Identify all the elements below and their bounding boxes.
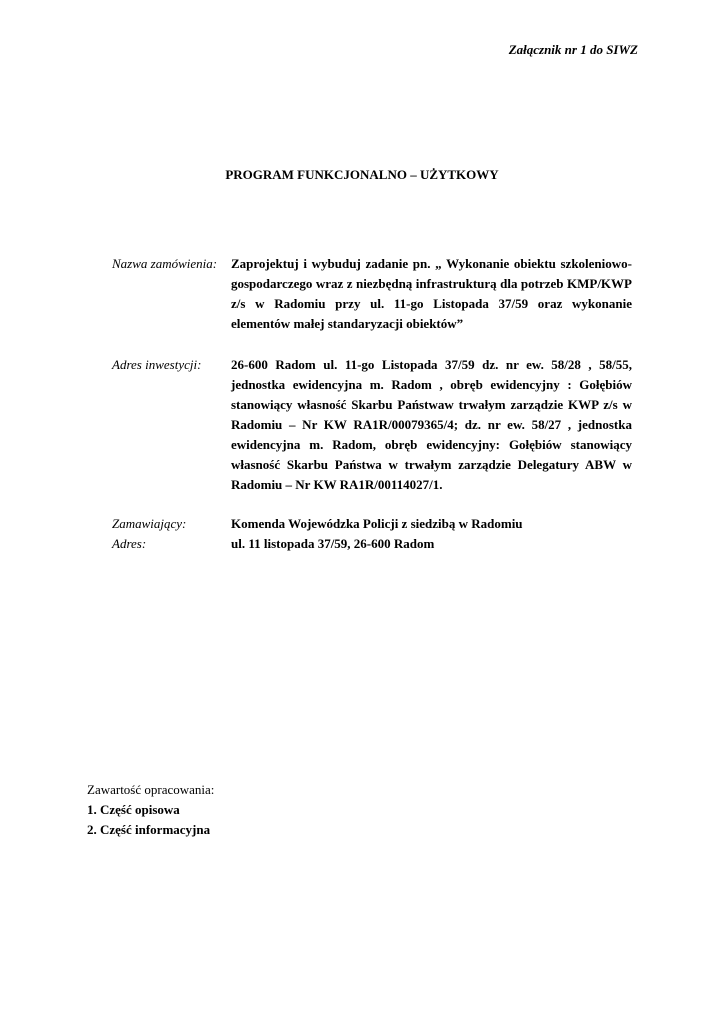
address-value: ul. 11 listopada 37/59, 26-600 Radom xyxy=(231,536,435,551)
contents-item-informational: 2. Część informacyjna xyxy=(87,822,211,837)
ordering-party-value: Komenda Wojewódzka Policji z siedzibą w Radomiu xyxy=(231,516,523,531)
attachment-note: Załącznik nr 1 do SIWZ xyxy=(508,42,638,57)
address-label: Adres: xyxy=(112,536,147,551)
order-name-value: Zaprojektuj i wybuduj zadanie pn. „ Wykonanie obiektu szkoleniowo-gospodarczego wraz z niezbędną infrastrukturą dla potrzeb KMP/KWP z/s w Radomiu przy ul. 11-go Listopada 37/59 oraz wykonanie elementów małej standaryzacji obiektów” xyxy=(231,256,632,331)
ordering-party-label: Zamawiający: xyxy=(112,516,187,531)
investment-address-label: Adres inwestycji: xyxy=(112,357,202,372)
investment-address-value: 26-600 Radom ul. 11-go Listopada 37/59 dz. nr ew. 58/28 , 58/55, jednostka ewidencyjna m. Radom , obręb ewidencyjny : Gołębiów stanowiący własność Skarbu Państwaw trwałym zarządzie KWP z/s w Radomiu – Nr KW RA1R/00079365/4; dz. nr ew. 58/27 , jednostka ewidencyjna m. Radom, obręb ewidencyjny: Gołębiów stanowiący własność Skarbu Państwa w trwałym zarządzie Delegatury ABW w Radomiu – Nr KW RA1R/00114027/1. xyxy=(231,357,632,492)
document-title: PROGRAM FUNKCJONALNO – UŻYTKOWY xyxy=(225,167,499,182)
contents-heading: Zawartość opracowania: xyxy=(87,782,215,797)
contents-section xyxy=(87,780,214,840)
order-name-label: Nazwa zamówienia: xyxy=(112,256,218,271)
contents-item-descriptive: 1. Część opisowa xyxy=(87,802,180,817)
